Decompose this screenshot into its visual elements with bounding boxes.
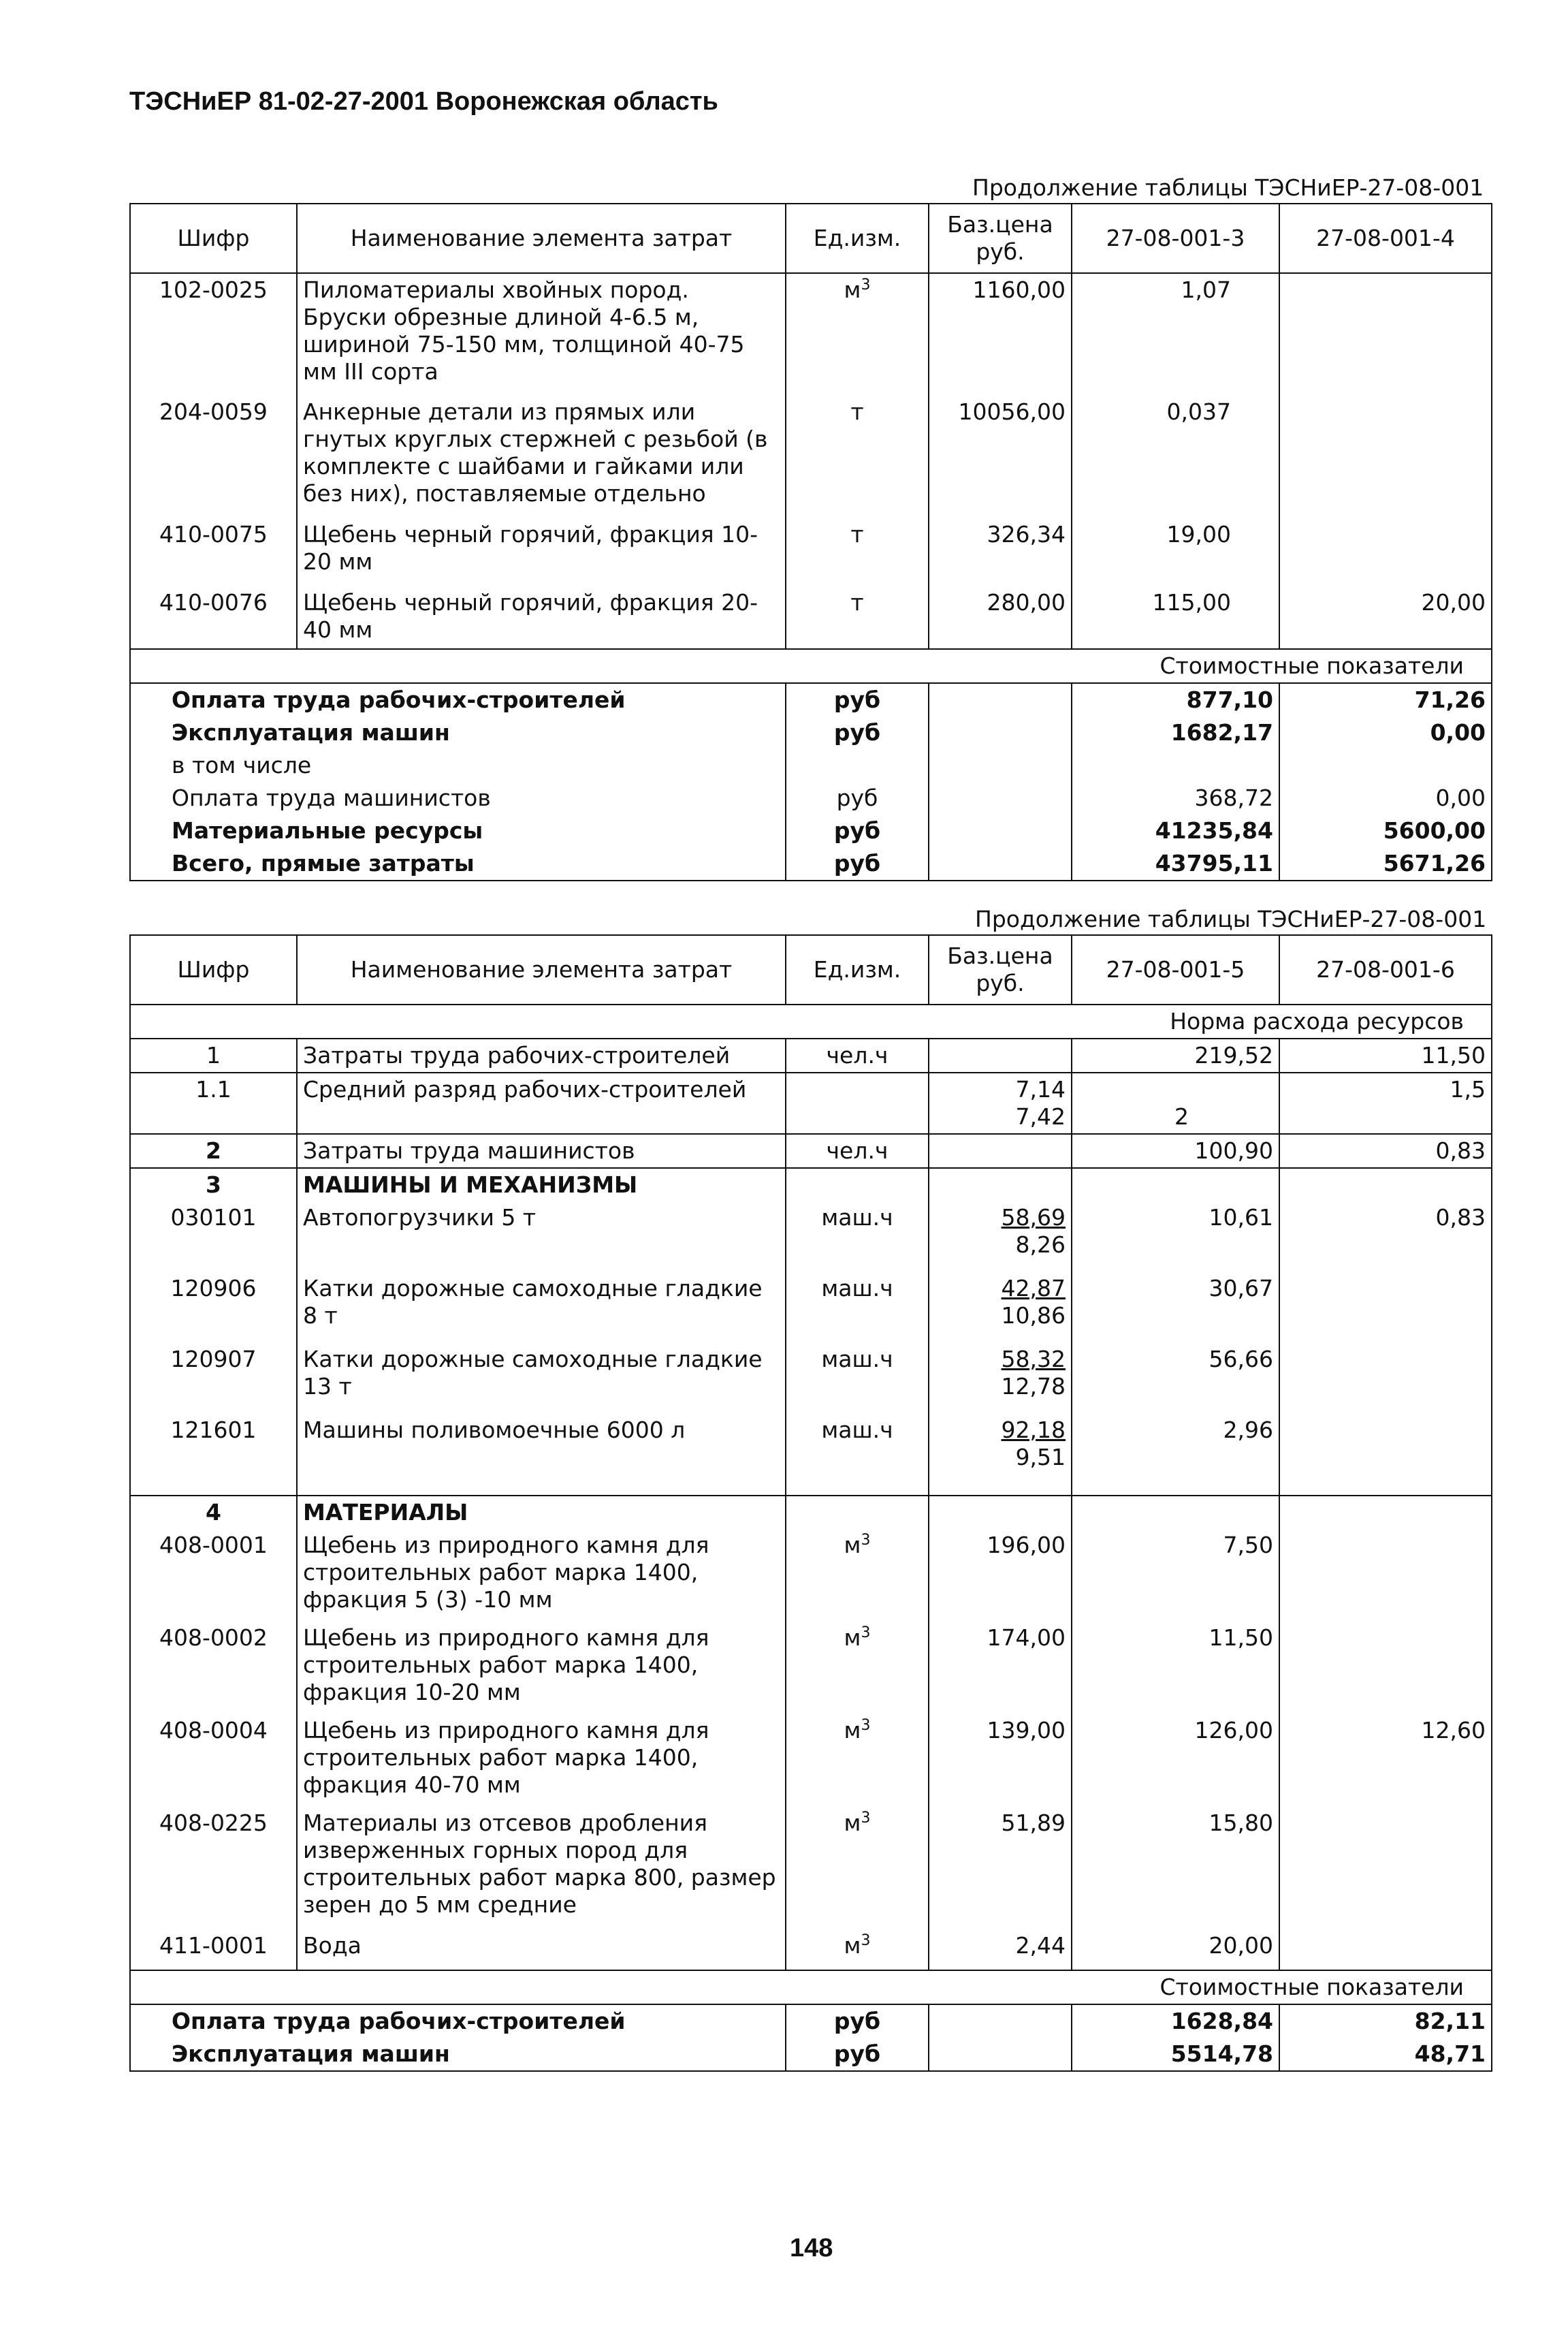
summary-label: Оплата труда машинистов <box>130 782 786 815</box>
value-cell: 7,50 <box>1072 1529 1279 1622</box>
price-cell: 174,00 <box>929 1622 1072 1714</box>
code-cell: 204-0059 <box>130 396 297 518</box>
code-cell: 120906 <box>130 1272 297 1343</box>
summary-value: 1682,17 <box>1072 716 1279 749</box>
table1-caption: Продолжение таблицы ТЭСНиЕР-27-08-001 <box>972 174 1484 201</box>
value-cell <box>1279 1414 1492 1496</box>
unit-cell: маш.ч <box>786 1414 929 1496</box>
summary-unit: руб <box>786 2004 929 2038</box>
name-cell: Щебень из природного камня для строительных работ марка 1400, фракция 10-20 мм <box>297 1622 786 1714</box>
col-code-header: Шифр <box>130 204 297 273</box>
table-row <box>130 1529 1492 1622</box>
code-cell: 408-0001 <box>130 1529 297 1622</box>
summary-row <box>130 716 1492 749</box>
value-cell: 115,00 <box>1072 586 1279 649</box>
col-unit-header: Ед.изм. <box>786 935 929 1005</box>
name-cell: Анкерные детали из прямых или гнутых круглых стержней с резьбой (в комплекте с шайбами и гайками или без них), поставляемые отдельно <box>297 396 786 518</box>
value-cell <box>1279 518 1492 586</box>
summary-value: 5600,00 <box>1279 815 1492 847</box>
value-cell: 56,66 <box>1072 1343 1279 1414</box>
table-row <box>130 1073 1492 1134</box>
value-cell: 19,00 <box>1072 518 1279 586</box>
summary-unit: руб <box>786 815 929 847</box>
summary-unit: руб <box>786 716 929 749</box>
section-header-row <box>130 1496 1492 1529</box>
table2 <box>129 934 1492 2072</box>
value-cell: 0,83 <box>1279 1201 1492 1272</box>
value-cell <box>1279 1529 1492 1622</box>
name-cell: Средний разряд рабочих-строителей <box>297 1073 786 1134</box>
col-code-header: Шифр <box>130 935 297 1005</box>
summary-row <box>130 2004 1492 2038</box>
table-row <box>130 1134 1492 1168</box>
table-row <box>130 1343 1492 1414</box>
summary-value: 48,71 <box>1279 2038 1492 2071</box>
value-cell: 1,07 <box>1072 273 1279 396</box>
price-cell: 7,14 7,42 <box>929 1073 1072 1134</box>
section-label-row <box>130 1970 1492 2004</box>
summary-row <box>130 847 1492 881</box>
page-number: 148 <box>790 2234 833 2262</box>
code-cell: 410-0076 <box>130 586 297 649</box>
summary-label: Эксплуатация машин <box>130 716 786 749</box>
table2-header-row <box>130 935 1492 1005</box>
section-label: Норма расхода ресурсов <box>130 1005 1492 1039</box>
code-cell: 411-0001 <box>130 1929 297 1970</box>
summary-value: 0,00 <box>1279 782 1492 815</box>
value-cell <box>1279 1807 1492 1929</box>
table-row <box>130 1201 1492 1272</box>
value-cell: 1,5 <box>1279 1073 1492 1134</box>
col-price-header: Баз.цена руб. <box>929 204 1072 273</box>
price-cell: 58,32 12,78 <box>929 1343 1072 1414</box>
price-cell: 326,34 <box>929 518 1072 586</box>
col-name-header: Наименование элемента затрат <box>297 935 786 1005</box>
price-cell: 1160,00 <box>929 273 1072 396</box>
section-header-row <box>130 1168 1492 1201</box>
value-cell <box>1279 1622 1492 1714</box>
value-cell: 15,80 <box>1072 1807 1279 1929</box>
name-cell: Щебень из природного камня для строительных работ марка 1400, фракция 5 (3) -10 мм <box>297 1529 786 1622</box>
table-row <box>130 1622 1492 1714</box>
value-cell <box>1279 1929 1492 1970</box>
price-cell: 10056,00 <box>929 396 1072 518</box>
table-row <box>130 1807 1492 1929</box>
table-row <box>130 1039 1492 1073</box>
table1-header-row <box>130 204 1492 273</box>
price-cell: 42,87 10,86 <box>929 1272 1072 1343</box>
value-cell: 11,50 <box>1279 1039 1492 1073</box>
value-cell: 11,50 <box>1072 1622 1279 1714</box>
table1 <box>129 203 1492 881</box>
summary-row <box>130 683 1492 716</box>
name-cell: Вода <box>297 1929 786 1970</box>
col-v2-header: 27-08-001-6 <box>1279 935 1492 1005</box>
summary-label: Всего, прямые затраты <box>130 847 786 881</box>
unit-cell: $м^3$ <box>786 1529 929 1622</box>
summary-value: 71,26 <box>1279 683 1492 716</box>
summary-value: 5514,78 <box>1072 2038 1279 2071</box>
table-row <box>130 518 1492 586</box>
name-cell: Катки дорожные самоходные гладкие 13 т <box>297 1343 786 1414</box>
value-cell: 0,83 <box>1279 1134 1492 1168</box>
value-cell: 20,00 <box>1279 586 1492 649</box>
summary-value: 5671,26 <box>1279 847 1492 881</box>
section-label-row <box>130 1005 1492 1039</box>
unit-cell: т <box>786 586 929 649</box>
value-cell: 2 <box>1072 1073 1279 1134</box>
col-price-header: Баз.цена руб. <box>929 935 1072 1005</box>
code-cell: 4 <box>130 1496 297 1529</box>
unit-cell: $м^3$ <box>786 273 929 396</box>
price-cell: 139,00 <box>929 1714 1072 1807</box>
unit-cell: т <box>786 396 929 518</box>
summary-row <box>130 815 1492 847</box>
name-cell: Автопогрузчики 5 т <box>297 1201 786 1272</box>
unit-cell: $м^3$ <box>786 1714 929 1807</box>
section-title: МАШИНЫ И МЕХАНИЗМЫ <box>297 1168 786 1201</box>
summary-unit: руб <box>786 847 929 881</box>
table-row <box>130 1272 1492 1343</box>
unit-cell: маш.ч <box>786 1343 929 1414</box>
table-row <box>130 1929 1492 1970</box>
summary-label: Оплата труда рабочих-строителей <box>130 2004 786 2038</box>
name-cell: Затраты труда рабочих-строителей <box>297 1039 786 1073</box>
unit-cell: чел.ч <box>786 1134 929 1168</box>
table2-caption: Продолжение таблицы ТЭСНиЕР-27-08-001 <box>975 906 1487 932</box>
name-cell: Щебень черный горячий, фракция 20-40 мм <box>297 586 786 649</box>
summary-row <box>130 2038 1492 2071</box>
value-cell: 30,67 <box>1072 1272 1279 1343</box>
summary-label: Материальные ресурсы <box>130 815 786 847</box>
section-title: МАТЕРИАЛЫ <box>297 1496 786 1529</box>
code-cell: 408-0225 <box>130 1807 297 1929</box>
code-cell: 120907 <box>130 1343 297 1414</box>
code-cell: 408-0004 <box>130 1714 297 1807</box>
summary-unit: руб <box>786 782 929 815</box>
value-cell <box>1279 396 1492 518</box>
unit-cell: $м^3$ <box>786 1807 929 1929</box>
value-cell: 10,61 <box>1072 1201 1279 1272</box>
code-cell: 030101 <box>130 1201 297 1272</box>
code-cell: 408-0002 <box>130 1622 297 1714</box>
summary-value: 1628,84 <box>1072 2004 1279 2038</box>
price-cell: 2,44 <box>929 1929 1072 1970</box>
code-cell: 121601 <box>130 1414 297 1496</box>
name-cell: Машины поливомоечные 6000 л <box>297 1414 786 1496</box>
summary-value: 41235,84 <box>1072 815 1279 847</box>
value-cell <box>1279 273 1492 396</box>
section-label: Стоимостные показатели <box>130 649 1492 683</box>
unit-cell: $м^3$ <box>786 1929 929 1970</box>
code-cell: 102-0025 <box>130 273 297 396</box>
name-cell: Щебень из природного камня для строительных работ марка 1400, фракция 40-70 мм <box>297 1714 786 1807</box>
summary-row <box>130 749 1492 782</box>
table-row <box>130 586 1492 649</box>
value-cell <box>1279 1272 1492 1343</box>
col-name-header: Наименование элемента затрат <box>297 204 786 273</box>
name-cell: Щебень черный горячий, фракция 10-20 мм <box>297 518 786 586</box>
name-cell: Материалы из отсевов дробления изверженных горных пород для строительных работ марка 800, размер зерен до 5 мм средние <box>297 1807 786 1929</box>
section-label-row <box>130 649 1492 683</box>
code-cell: 2 <box>130 1134 297 1168</box>
col-v1-header: 27-08-001-5 <box>1072 935 1279 1005</box>
unit-cell: $м^3$ <box>786 1622 929 1714</box>
summary-label: в том числе <box>130 749 786 782</box>
section-label: Стоимостные показатели <box>130 1970 1492 2004</box>
table-row <box>130 1714 1492 1807</box>
table-row <box>130 1414 1492 1496</box>
summary-value: 82,11 <box>1279 2004 1492 2038</box>
code-cell: 1 <box>130 1039 297 1073</box>
table-row <box>130 396 1492 518</box>
page-title: ТЭСНиЕР 81-02-27-2001 Воронежская область <box>129 87 718 116</box>
summary-label: Эксплуатация машин <box>130 2038 786 2071</box>
unit-cell: т <box>786 518 929 586</box>
summary-unit: руб <box>786 2038 929 2071</box>
value-cell: 100,90 <box>1072 1134 1279 1168</box>
price-cell: 58,69 8,26 <box>929 1201 1072 1272</box>
unit-cell: маш.ч <box>786 1272 929 1343</box>
summary-value: 0,00 <box>1279 716 1492 749</box>
value-cell: 126,00 <box>1072 1714 1279 1807</box>
value-cell <box>1279 1343 1492 1414</box>
summary-row <box>130 782 1492 815</box>
value-cell: 20,00 <box>1072 1929 1279 1970</box>
name-cell: Пиломатериалы хвойных пород. Бруски обрезные длиной 4-6.5 м, шириной 75-150 мм, толщиной 40-75 мм III сорта <box>297 273 786 396</box>
price-cell: 280,00 <box>929 586 1072 649</box>
value-cell: 12,60 <box>1279 1714 1492 1807</box>
col-v1-header: 27-08-001-3 <box>1072 204 1279 273</box>
summary-value: 368,72 <box>1072 782 1279 815</box>
code-cell: 1.1 <box>130 1073 297 1134</box>
col-v2-header: 27-08-001-4 <box>1279 204 1492 273</box>
summary-value: 877,10 <box>1072 683 1279 716</box>
unit-cell: чел.ч <box>786 1039 929 1073</box>
price-cell: 92,18 9,51 <box>929 1414 1072 1496</box>
summary-value: 43795,11 <box>1072 847 1279 881</box>
unit-cell: маш.ч <box>786 1201 929 1272</box>
summary-label: Оплата труда рабочих-строителей <box>130 683 786 716</box>
price-cell: 196,00 <box>929 1529 1072 1622</box>
name-cell: Затраты труда машинистов <box>297 1134 786 1168</box>
name-cell: Катки дорожные самоходные гладкие 8 т <box>297 1272 786 1343</box>
value-cell: 219,52 <box>1072 1039 1279 1073</box>
table-row <box>130 273 1492 396</box>
value-cell: 0,037 <box>1072 396 1279 518</box>
col-unit-header: Ед.изм. <box>786 204 929 273</box>
code-cell: 410-0075 <box>130 518 297 586</box>
price-cell: 51,89 <box>929 1807 1072 1929</box>
code-cell: 3 <box>130 1168 297 1201</box>
value-cell: 2,96 <box>1072 1414 1279 1496</box>
summary-unit: руб <box>786 683 929 716</box>
